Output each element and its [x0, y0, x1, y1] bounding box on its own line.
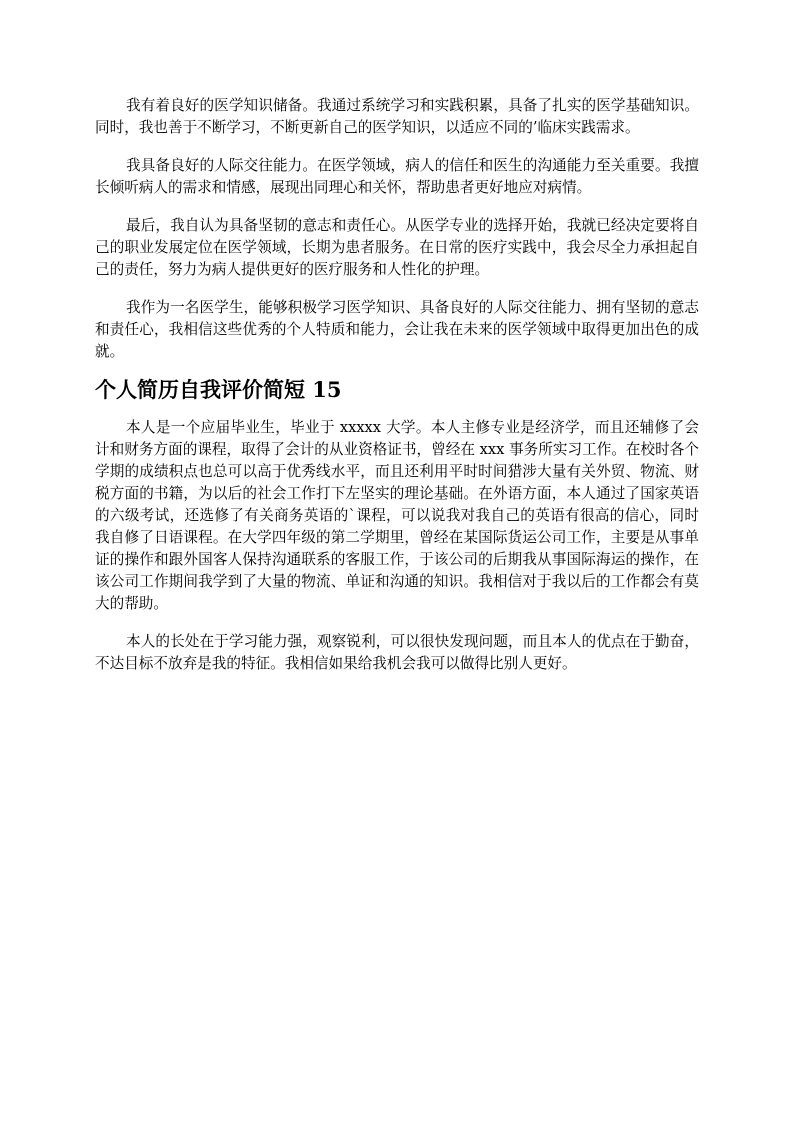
paragraph-graduate-background: 本人是一个应届毕业生，毕业于 xxxxx 大学。本人主修专业是经济学，而且还辅修了会计和财务方面的课程，取得了会计的从业资格证书，曾经在 xxx 事务所实习工作。在校时各个学期的成绩积点也总可以高于优秀线水平，而且还利用平时时间猎涉大量有关外贸、物流、财税方面的书籍，为以后的社会工作打下左坚实的理论基础。在外语方面，本人通过了国家英语的六级考试，还选修了有关商务英语的`课程，可以说我对我自己的英语有很高的信心，同时我自修了日语课程。在大学四年级的第二学期里，曾经在某国际货运公司工作，主要是从事单证的操作和跟外国客人保持沟通联系的客服工作，于该公司的后期我从事国际海运的操作，在该公司工作期间我学到了大量的物流、单证和沟通的知识。我相信对于我以后的工作都会有莫大的帮助。	[95, 419, 699, 612]
paragraph-knowledge: 我有着良好的医学知识储备。我通过系统学习和实践积累，具备了扎实的医学基础知识。同时，我也善于不断学习，不断更新自己的医学知识，以适应不同的’临床实践需求。	[95, 97, 699, 136]
paragraph-gap	[95, 199, 699, 215]
paragraph-gap	[95, 139, 699, 155]
paragraph-gap	[95, 615, 699, 631]
paragraph-communication: 我具备良好的人际交往能力。在医学领域，病人的信任和医生的沟通能力至关重要。我擅长倾听病人的需求和情感，展现出同理心和关怀，帮助患者更好地应对病情。	[95, 157, 699, 196]
document-page	[95, 95, 699, 675]
paragraph-summary: 我作为一名医学生，能够积极学习医学知识、具备良好的人际交往能力、拥有坚韧的意志和责任心，我相信这些优秀的个人特质和能力，会让我在未来的医学领域中取得更加出色的成就。	[95, 299, 699, 360]
paragraph-strengths: 本人的长处在于学习能力强，观察锐利，可以很快发现问题，而且本人的优点在于勤奋，不达目标不放弃是我的特征。我相信如果给我机会我可以做得比别人更好。	[95, 633, 699, 672]
section-heading: 个人简历自我评价简短 15	[95, 377, 342, 402]
paragraph-gap	[95, 281, 699, 297]
paragraph-responsibility: 最后，我自认为具备坚韧的意志和责任心。从医学专业的选择开始，我就已经决定要将自己的职业发展定位在医学领域，长期为患者服务。在日常的医疗实践中，我会尽全力承担起自己的责任，努力为病人提供更好的医疗服务和人性化的护理。	[95, 217, 699, 278]
